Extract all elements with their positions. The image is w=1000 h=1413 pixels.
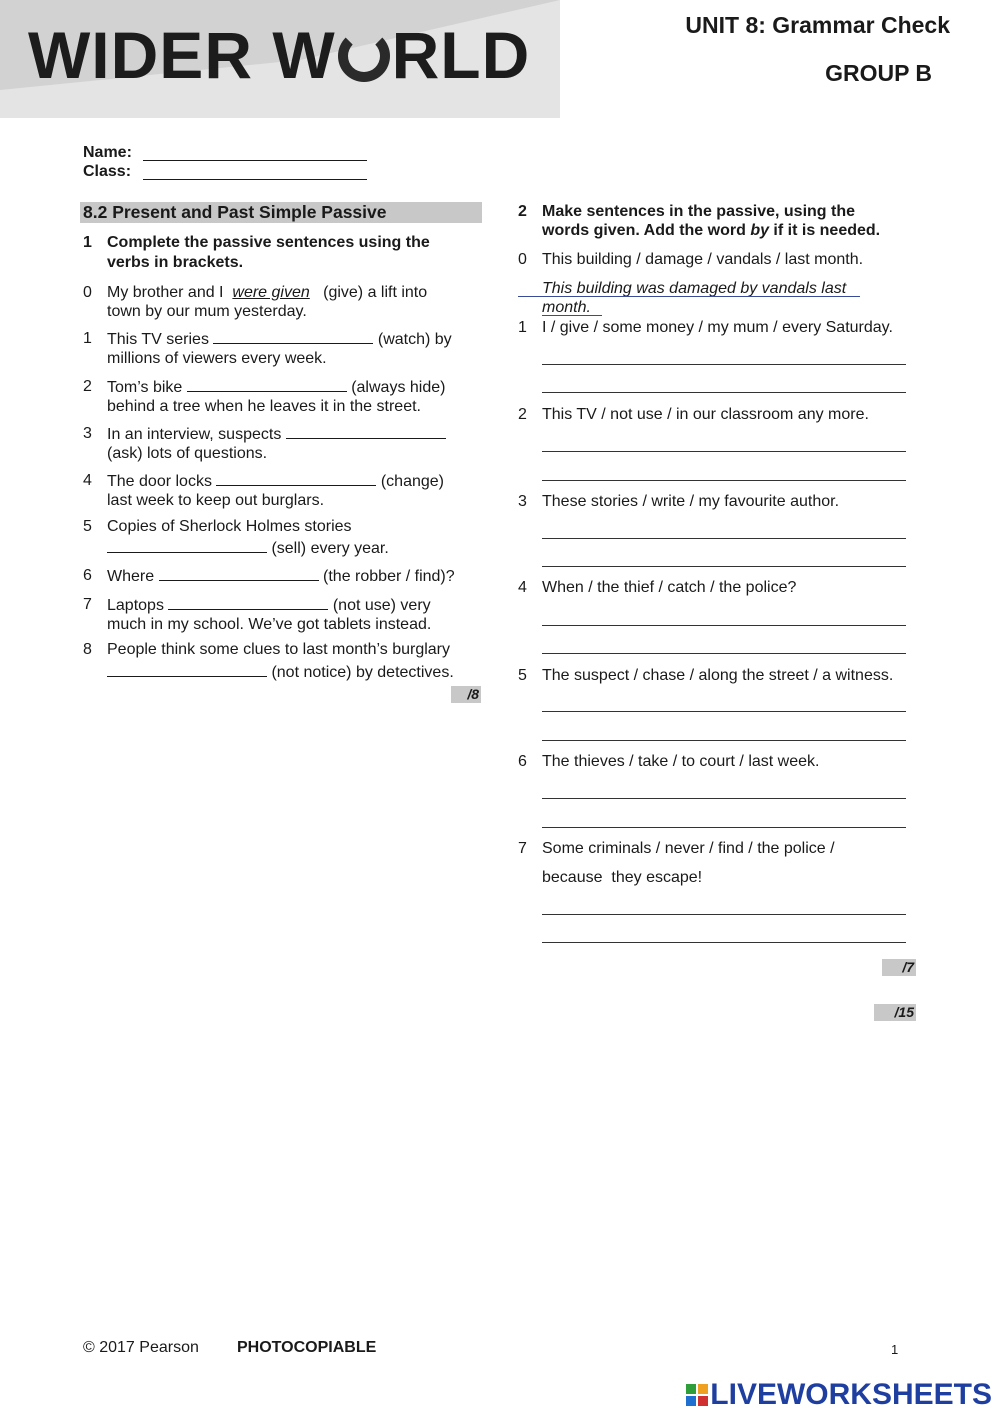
ex1-answer-blank[interactable] [187, 377, 347, 392]
ex1-item-text: In an interview, suspects [107, 426, 282, 443]
ex2-item-number: 5 [518, 667, 527, 684]
ex1-item-text: Tom’s bike [107, 379, 183, 396]
ex2-item-number: 7 [518, 840, 527, 857]
ex1-item-number: 4 [83, 472, 92, 489]
ex2-example-prompt: This building / damage / vandals / last month. [542, 251, 864, 268]
ex1-item-number: 3 [83, 425, 92, 442]
ex2-example-underline [518, 296, 860, 297]
ex2-answer-line[interactable] [542, 941, 906, 943]
exercise2-instruction-text: words given. Add the word [542, 222, 751, 239]
ex2-item-number: 3 [518, 493, 527, 510]
copyright: © 2017 Pearson [83, 1339, 199, 1356]
ex2-item-prompt: The suspect / chase / along the street / a witness. [542, 667, 894, 684]
ex2-example-underline [542, 315, 602, 316]
liveworksheets-logo-icon [686, 1384, 708, 1406]
ex1-item-verb: (the robber / find)? [323, 568, 455, 585]
ex1-example-answer: were given [232, 284, 310, 301]
ex1-item-number: 2 [83, 378, 92, 395]
ex1-item-line1 [107, 424, 446, 445]
ex1-example-number: 0 [83, 284, 92, 301]
page-number: 1 [891, 1342, 899, 1357]
logo-text-left: WIDER W [28, 18, 336, 92]
exercise1-score: /8 [451, 686, 481, 703]
ex1-item-line1 [107, 566, 455, 587]
ex1-item-verb: (not notice) by detectives. [271, 664, 454, 681]
ex1-item-line2: last week to keep out burglars. [107, 492, 325, 509]
ex2-item-prompt: Some criminals / never / find / the police / [542, 840, 835, 857]
class-label: Class: [83, 163, 132, 180]
ex1-example-line2: town by our mum yesterday. [107, 303, 307, 320]
ex2-answer-line[interactable] [542, 739, 906, 741]
ex2-answer-line[interactable] [542, 363, 906, 365]
ex2-item-prompt: The thieves / take / to court / last week. [542, 753, 820, 770]
unit-title: UNIT 8: Grammar Check [685, 12, 950, 38]
ex2-answer-line[interactable] [542, 710, 906, 712]
exercise2-number: 2 [518, 203, 527, 220]
exercise2-instruction-line1: Make sentences in the passive, using the [542, 203, 855, 220]
ex1-answer-blank[interactable] [286, 424, 446, 439]
ex1-item-line2: behind a tree when he leaves it in the street. [107, 398, 421, 415]
ex2-answer-line[interactable] [542, 450, 906, 452]
ex2-example-number: 0 [518, 251, 527, 268]
ex2-item-prompt: When / the thief / catch / the police? [542, 579, 797, 596]
ex1-item-verb: (always hide) [351, 379, 446, 396]
ex2-answer-line[interactable] [542, 537, 906, 539]
photocopiable-label: PHOTOCOPIABLE [237, 1339, 377, 1356]
ex1-item-line1 [107, 595, 431, 616]
ex1-item-line1 [107, 329, 452, 350]
ex2-answer-line[interactable] [542, 479, 906, 481]
exercise2-instruction-by: by [750, 222, 769, 239]
ex2-answer-line[interactable] [542, 652, 906, 654]
ex2-item-prompt: This TV / not use / in our classroom any more. [542, 406, 869, 423]
group-label: GROUP B [825, 60, 932, 86]
logo [28, 18, 531, 92]
ex2-item-number: 6 [518, 753, 527, 770]
ex1-item-verb: (watch) by [377, 331, 452, 348]
ex2-answer-line[interactable] [542, 565, 906, 567]
liveworksheets-text: LIVEWORKSHEETS [710, 1378, 992, 1411]
ex1-item-line1: People think some clues to last month’s burglary [107, 641, 450, 658]
ex2-item-prompt-line2: because they escape! [542, 869, 703, 886]
ex1-example-after: (give) a lift into [323, 284, 428, 301]
ex2-answer-line[interactable] [542, 826, 906, 828]
ex2-answer-line[interactable] [542, 391, 906, 393]
ex2-item-number: 4 [518, 579, 527, 596]
ex1-item-text: Laptops [107, 597, 164, 614]
ex1-item-line2: millions of viewers every week. [107, 350, 327, 367]
ex2-item-number: 2 [518, 406, 527, 423]
ex1-answer-blank[interactable] [168, 595, 328, 610]
ex1-item-verb: (change) [380, 473, 444, 490]
ex1-answer-blank[interactable] [216, 471, 376, 486]
ex1-answer-blank[interactable] [159, 566, 319, 581]
ex1-item-number: 5 [83, 518, 92, 535]
section-title: 8.2 Present and Past Simple Passive [80, 202, 482, 223]
ex1-item-text: This TV series [107, 331, 209, 348]
name-label: Name: [83, 144, 132, 161]
ex1-answer-blank[interactable] [107, 538, 267, 553]
ex2-item-number: 1 [518, 319, 527, 336]
exercise1-instruction: Complete the passive sentences using the verbs in brackets. [107, 234, 430, 271]
ex2-item-prompt: I / give / some money / my mum / every Saturday. [542, 319, 893, 336]
liveworksheets-watermark [686, 1378, 992, 1412]
ex1-item-text: The door locks [107, 473, 212, 490]
ex1-item-line2: (ask) lots of questions. [107, 445, 268, 462]
ex1-answer-blank[interactable] [107, 662, 267, 677]
exercise2-instruction-line2 [542, 221, 880, 241]
ex1-item-line1 [107, 471, 444, 492]
ex1-answer-blank[interactable] [213, 329, 373, 344]
ex1-item-line2 [107, 662, 454, 683]
ex2-example-answer-line1: This building was damaged by vandals last [542, 280, 847, 297]
exercise2-instruction-end: if it is needed. [768, 222, 881, 239]
ex1-item-verb: (not use) very [332, 597, 431, 614]
ex1-item-number: 7 [83, 596, 92, 613]
ex1-item-line1: Copies of Sherlock Holmes stories [107, 518, 352, 535]
total-score: /15 [874, 1004, 916, 1021]
ex2-answer-line[interactable] [542, 797, 906, 799]
ex1-item-line1 [107, 377, 445, 398]
class-field[interactable] [143, 165, 367, 180]
ex2-answer-line[interactable] [542, 913, 906, 915]
exercise2-score: /7 [882, 959, 916, 976]
ex1-example-before: My brother and I [107, 284, 224, 301]
ex1-item-number: 8 [83, 641, 92, 658]
ex1-item-line2 [107, 538, 389, 559]
ex2-item-prompt: These stories / write / my favourite author. [542, 493, 840, 510]
name-field[interactable] [143, 146, 367, 161]
ex1-item-number: 1 [83, 330, 92, 347]
exercise1-number: 1 [83, 234, 92, 251]
logo-text-right: RLD [391, 18, 531, 92]
ex1-item-text: Where [107, 568, 155, 585]
ex1-item-line2: much in my school. We’ve got tablets instead. [107, 616, 432, 633]
ex1-item-verb: (sell) every year. [271, 540, 389, 557]
ex1-item-number: 6 [83, 567, 92, 584]
ex2-example-answer-line2: month. [542, 299, 591, 316]
ex2-answer-line[interactable] [542, 624, 906, 626]
ex1-example-line1 [107, 283, 427, 303]
logo-o-ring-icon [338, 30, 390, 82]
